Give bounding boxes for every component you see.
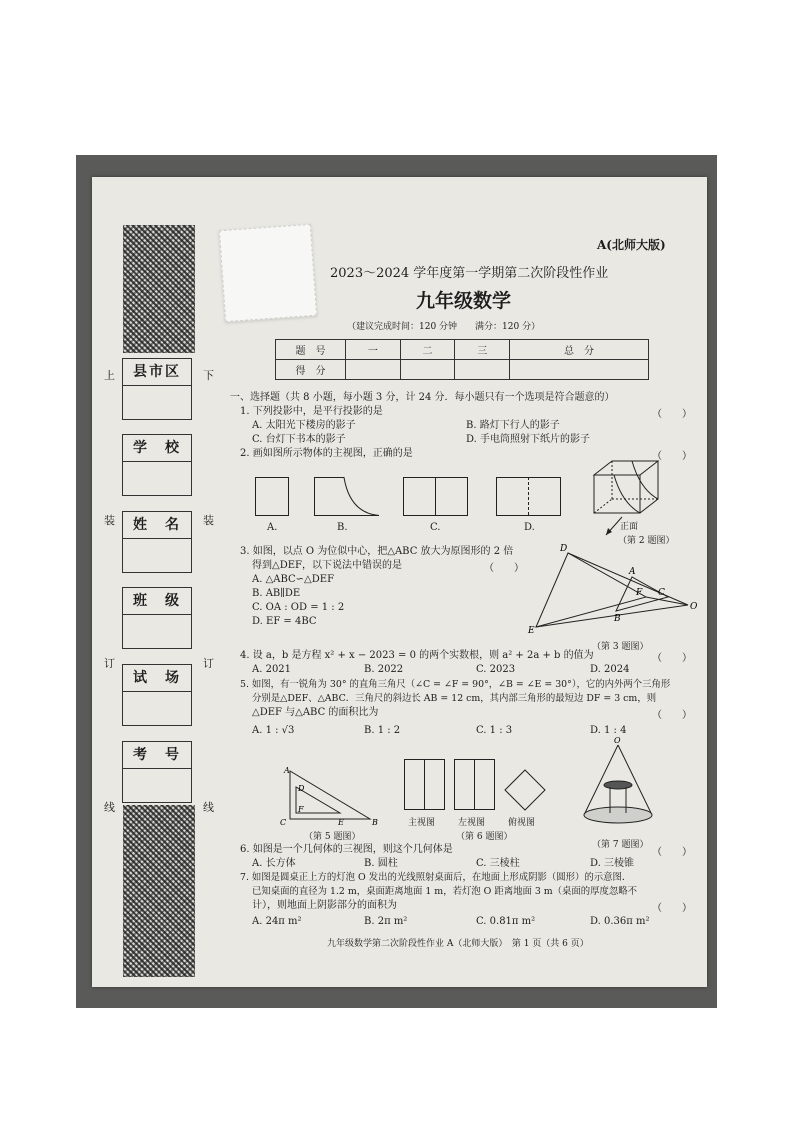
- q1-stem: 1. 下列投影中，是平行投影的是: [240, 406, 383, 417]
- q6-option-c: C. 三棱柱: [476, 858, 520, 869]
- field-class-label: 班 级: [133, 593, 181, 609]
- q3-point-c: C: [658, 588, 665, 598]
- q5-option-a: A. 1 : √3: [252, 725, 295, 736]
- q6-view-top-label: 俯视图: [508, 818, 536, 828]
- field-name-label: 姓 名: [133, 517, 181, 533]
- score-header-cell: 一: [346, 340, 401, 360]
- q6-view-front-label: 主视图: [408, 818, 436, 828]
- q7-stem-line1: 7. 如图是圆桌正上方的灯泡 O 发出的光线照射桌面后，在地面上形成阴影（圆形）的示意图．: [240, 872, 632, 883]
- q6-top-view: [504, 769, 546, 815]
- q2-label-c: C.: [430, 522, 441, 533]
- q3-point-e: E: [528, 626, 535, 636]
- score-row-label: 得 分: [276, 360, 346, 380]
- q3-answer-paren[interactable]: （ ）: [484, 563, 524, 574]
- q4-option-c: C. 2023: [476, 664, 516, 675]
- q2-label-a: A.: [267, 522, 278, 533]
- binding-left-3: 订: [104, 657, 115, 670]
- q7-option-c: C. 0.81π m²: [476, 916, 536, 927]
- q5-point-e: E: [338, 818, 344, 827]
- q7-stem-line3: 计），则地面上阴影部分的面积为: [252, 900, 397, 911]
- q3-option-d: D. EF = 4BC: [252, 616, 317, 627]
- q2-option-a-figure: [255, 477, 289, 521]
- q5-stem-line2: 分别是△DEF、△ABC．三角尺的斜边长 AB = 12 cm，其内部三角形的最短边 DF = 3 cm，则: [252, 693, 657, 704]
- field-name[interactable]: [122, 511, 192, 573]
- q7-option-a: A. 24π m²: [252, 916, 302, 927]
- q1-answer-paren[interactable]: （ ）: [652, 409, 692, 420]
- field-county-label: 县市区: [133, 364, 181, 380]
- q3-option-a: A. △ABC∽△DEF: [252, 574, 335, 585]
- q2-stem: 2. 画如图所示物体的主视图，正确的是: [240, 448, 413, 459]
- field-class[interactable]: [122, 587, 192, 649]
- q7-caption: （第 7 题图）: [592, 840, 649, 850]
- q1-option-a: A. 太阳光下楼房的影子: [252, 420, 356, 431]
- q6-stem: 6. 如图是一个几何体的三视图，则这个几何体是: [240, 844, 453, 855]
- field-county[interactable]: [122, 358, 192, 420]
- q2-label-b: B.: [337, 522, 348, 533]
- score-header-cell: 三: [455, 340, 510, 360]
- q2-answer-paren[interactable]: （ ）: [652, 451, 692, 462]
- q3-stem-line2: 得到△DEF，以下说法中错误的是: [252, 560, 402, 571]
- q4-stem: 4. 设 a，b 是方程 x² + x − 2023 = 0 的两个实数根，则 a² + 2a + b 的值为: [240, 650, 594, 661]
- q5-stem-line1: 5. 如图，有一锐角为 30° 的直角三角尺（∠C = ∠F = 90°，∠B = ∠E = 30°），它的内外两个三角形: [240, 679, 671, 690]
- q3-stem-line1: 3. 如图，以点 O 为位似中心，把△ABC 放大为原图形的 2 倍: [240, 546, 514, 557]
- field-exam-number-label: 考 号: [133, 747, 181, 763]
- q7-point-o: O: [614, 736, 621, 745]
- q5-point-b: B: [372, 818, 378, 827]
- score-header-cell: 二: [400, 340, 455, 360]
- q3-similar-triangles-figure: [528, 545, 698, 639]
- q6-front-view: [404, 759, 446, 815]
- field-school-label: 学 校: [133, 440, 181, 456]
- q2-caption: （第 2 题图）: [618, 536, 675, 546]
- page-footer: 九年级数学第二次阶段性作业 A（北师大版） 第 1 页（共 6 页）: [327, 939, 589, 949]
- photo-background: [76, 155, 717, 1008]
- binding-right-2: 装: [203, 514, 214, 527]
- edition-label: A(北师大版): [597, 238, 666, 252]
- q4-answer-paren[interactable]: （ ）: [652, 653, 692, 664]
- q7-answer-paren[interactable]: （ ）: [652, 903, 692, 914]
- q6-caption: （第 6 题图）: [456, 832, 513, 842]
- q5-option-d: D. 1 : 4: [590, 725, 627, 736]
- q6-side-view: [454, 759, 496, 815]
- q5-point-d: D: [298, 784, 305, 793]
- q2-option-d-figure: [496, 477, 562, 521]
- q5-point-f: F: [298, 805, 304, 814]
- field-exam-room[interactable]: [122, 664, 192, 726]
- q3-point-d: D: [560, 544, 568, 554]
- q3-point-f: F: [636, 588, 643, 598]
- q3-point-o: O: [690, 602, 698, 612]
- q2-label-d: D.: [524, 522, 535, 533]
- score-cell[interactable]: [346, 360, 401, 380]
- exam-title: 2023～2024 学年度第一学期第二次阶段性作业: [330, 266, 609, 281]
- binding-left-2: 装: [104, 514, 115, 527]
- q3-option-c: C. OA : OD = 1 : 2: [252, 602, 345, 613]
- q6-option-d: D. 三棱锥: [590, 858, 635, 869]
- q5-point-a: A: [284, 766, 290, 775]
- field-exam-room-label: 试 场: [133, 670, 181, 686]
- score-cell[interactable]: [510, 360, 649, 380]
- q7-lamp-cone-figure: [578, 737, 658, 837]
- exam-meta: （建议完成时间：120 分钟 满分：120 分）: [347, 322, 541, 332]
- score-header-cell: 题 号: [276, 340, 346, 360]
- q2-front-label: 正面: [620, 522, 639, 532]
- score-table: [275, 339, 649, 380]
- q5-answer-paren[interactable]: （ ）: [652, 710, 692, 721]
- q5-option-c: C. 1 : 3: [476, 725, 513, 736]
- exam-paper: [92, 177, 707, 987]
- q7-option-d: D. 0.36π m²: [590, 916, 650, 927]
- q6-view-side-label: 左视图: [458, 818, 486, 828]
- q1-option-c: C. 台灯下书本的影子: [252, 434, 346, 445]
- q2-option-c-figure: [403, 477, 469, 521]
- subject-title: 九年级数学: [416, 290, 512, 312]
- binding-right-4: 线: [203, 801, 214, 814]
- q2-option-b-figure: [314, 477, 380, 521]
- q5-point-c: C: [280, 818, 287, 827]
- tape-piece: [219, 224, 317, 322]
- q3-point-b: B: [614, 614, 621, 624]
- q5-triangle-ruler-figure: [280, 767, 380, 831]
- binding-right-3: 订: [203, 657, 214, 670]
- q1-option-b: B. 路灯下行人的影子: [466, 420, 560, 431]
- q5-stem-line3: △DEF 与△ABC 的面积比为: [252, 707, 379, 718]
- binding-right-1: 下: [203, 369, 214, 382]
- q1-option-d: D. 手电筒照射下纸片的影子: [466, 434, 591, 445]
- q6-option-b: B. 圆柱: [364, 858, 398, 869]
- q6-option-a: A. 长方体: [252, 858, 296, 869]
- q4-option-a: A. 2021: [252, 664, 292, 675]
- q6-answer-paren[interactable]: （ ）: [652, 847, 692, 858]
- score-cell[interactable]: [455, 360, 510, 380]
- q5-option-b: B. 1 : 2: [364, 725, 401, 736]
- q4-option-d: D. 2024: [590, 664, 630, 675]
- q7-stem-line2: 已知桌面的直径为 1.2 m，桌面距离地面 1 m，若灯泡 O 距离地面 3 m（桌面的厚度忽略不: [252, 886, 638, 897]
- score-cell[interactable]: [400, 360, 455, 380]
- binding-left-1: 上: [104, 369, 115, 382]
- hatch-pattern-top: [123, 225, 195, 353]
- q3-option-b: B. AB∥DE: [252, 588, 301, 599]
- field-school[interactable]: [122, 434, 192, 496]
- q3-caption: （第 3 题图）: [592, 642, 649, 652]
- section-heading: 一、选择题（共 8 小题，每小题 3 分，计 24 分．每小题只有一个选项是符合题意的）: [230, 392, 615, 403]
- q4-option-b: B. 2022: [364, 664, 404, 675]
- field-exam-number[interactable]: [122, 741, 192, 803]
- q5-caption: （第 5 题图）: [304, 832, 361, 842]
- q3-point-a: A: [629, 567, 636, 577]
- binding-left-4: 线: [104, 801, 115, 814]
- hatch-pattern-bottom: [123, 805, 195, 977]
- score-header-cell: 总 分: [510, 340, 649, 360]
- q7-option-b: B. 2π m²: [364, 916, 408, 927]
